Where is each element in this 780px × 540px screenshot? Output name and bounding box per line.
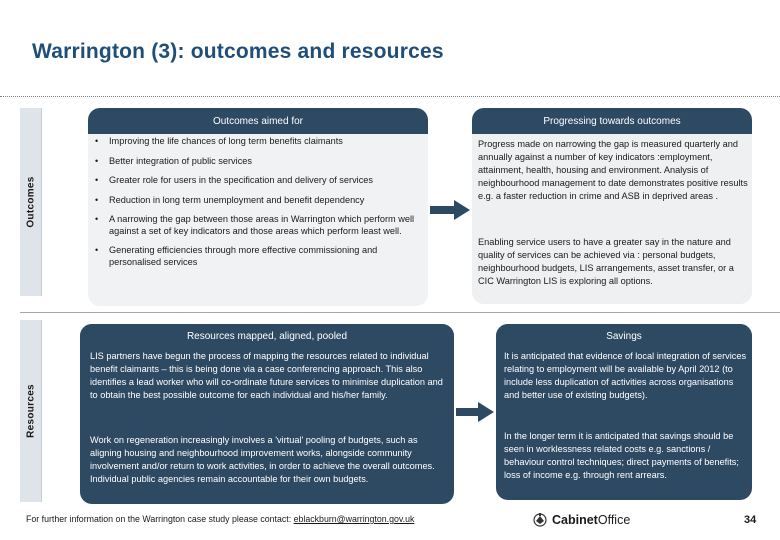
resources-paragraph-1: LIS partners have begun the process of mapping the resources related to individual benefit claimants – this is being done via a case conferencing approach. This also identifies a lead worker who will co-ordinate future services to minimise duplication and to obtain the best possible outcome for each individual and his/her family. [90, 351, 443, 400]
slide-title: Warrington (3): outcomes and resources [32, 40, 444, 63]
list-item: • Improving the life chances of long term benefits claimants [92, 136, 422, 148]
progress-paragraph-2: Enabling service users to have a greater say in the nature and quality of services can be achieved via : personal budgets, neighbourhood budgets, LIS arrangements, asset transfer, or a CIC Warrington LIS is exploring all options. [478, 237, 734, 286]
list-item: • Generating efficiencies through more effective commissioning and personalised services [92, 245, 422, 268]
list-item: • Greater role for users in the specification and delivery of services [92, 175, 422, 187]
resources-side-bar [20, 320, 42, 502]
royal-crest-icon [532, 512, 548, 528]
logo-wordmark: CabinetOffice [552, 513, 631, 527]
list-item: • A narrowing the gap between those areas in Warrington which perform well against a set of key indicators and those areas which perform least well. [92, 214, 422, 237]
progress-arrow-icon [454, 200, 470, 220]
footer-text: For further information on the Warrington case study please contact: [26, 514, 294, 524]
title-divider [0, 96, 780, 97]
savings-panel-heading: Savings [496, 324, 752, 348]
progress-paragraph-1: Progress made on narrowing the gap is measured quarterly and annually against a number of key indicators :employment, attainment, health, housing and environment. Analysis of neighbourhood management to date demonstrates positive results e.g. a faster reduction in crime and ASB in deprived areas . [478, 139, 748, 201]
progress-panel-heading: Progressing towards outcomes [472, 108, 752, 134]
outcomes-bullet-list [92, 136, 422, 268]
savings-arrow-icon [478, 402, 494, 422]
outcomes-panel-heading: Outcomes aimed for [88, 108, 428, 134]
contact-email-link[interactable]: eblackburn@warrington.gov.uk [293, 514, 415, 524]
list-item: • Reduction in long term unemployment and benefit dependency [92, 195, 422, 207]
resources-panel-heading: Resources mapped, aligned, pooled [80, 324, 454, 348]
savings-paragraph-2: In the longer term it is anticipated that savings should be seen in worklessness related costs e.g. sanctions / behaviour control techniques; direct payments of benefits; loss of income e.g. through rent arrears. [504, 431, 739, 480]
outcomes-side-label: Outcomes [25, 176, 36, 228]
outcomes-side-bar [20, 108, 42, 296]
page-number: 34 [744, 514, 757, 526]
list-item: • Better integration of public services [92, 156, 422, 168]
resources-side-label: Resources [25, 384, 36, 438]
savings-arrow-shaft [456, 408, 480, 416]
savings-paragraph-1: It is anticipated that evidence of local integration of services relating to employment will be available by April 2012 (to include less duplication of activities across organisations and better use of existing budgets). [504, 351, 747, 400]
footer-contact [26, 514, 414, 524]
section-divider [20, 312, 780, 313]
resources-paragraph-2: Work on regeneration increasingly involves a 'virtual' pooling of budgets, such as aligning housing and neighbourhood improvement works, alongside community involvement and/or return to work activities, in order to achieve the overall outcomes. Individual public agencies remain accountable for their own budgets. [90, 435, 435, 484]
progress-arrow-shaft [430, 206, 456, 214]
cabinet-office-logo [532, 510, 630, 530]
